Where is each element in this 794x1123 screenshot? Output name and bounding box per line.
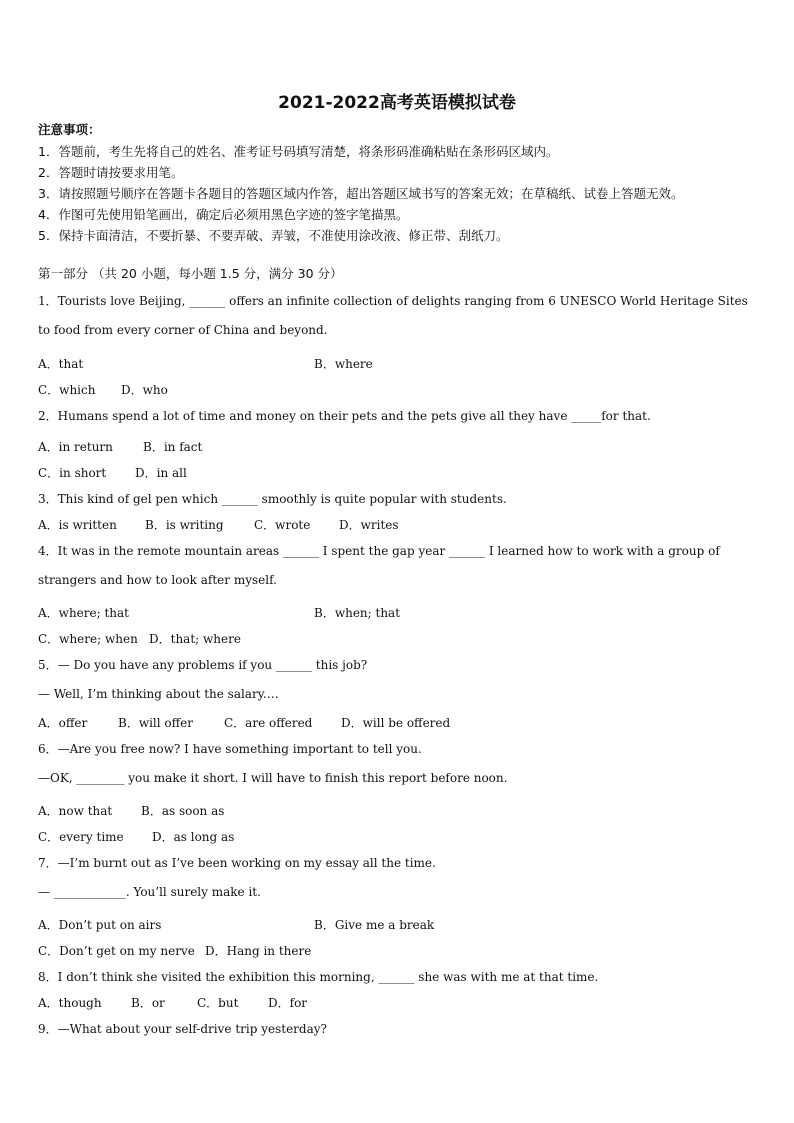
option-c: C．but <box>197 996 239 1010</box>
option-a: A．offer <box>38 716 88 730</box>
question-6-reply: —OK, ________ you make it short. I will have to finish this report before noon. <box>38 771 508 785</box>
question-6: 6．—Are you free now? I have something important to tell you. <box>38 742 422 756</box>
option-a: A．now that <box>38 804 113 818</box>
question-9: 9．—What about your self-drive trip yesterday? <box>38 1022 327 1036</box>
option-a: A．that <box>38 357 84 371</box>
option-b: B．as soon as <box>141 804 225 818</box>
question-7: 7．—I’m burnt out as I’ve been working on my essay all the time. <box>38 856 436 870</box>
option-b: B．or <box>131 996 165 1010</box>
option-c: C．in short <box>38 466 107 480</box>
question-5: 5．— Do you have any problems if you ______ this job? <box>38 658 368 672</box>
option-a: A．though <box>38 996 102 1010</box>
notice-item: 5．保持卡面清洁，不要折暴、不要弄破、弄皱，不准使用涂改液、修正带、刮纸刀。 <box>38 228 509 243</box>
notice-item: 2．答题时请按要求用笔。 <box>38 165 184 180</box>
option-a: A．where; that <box>38 606 129 620</box>
option-c: C．Don’t get on my nerve <box>38 944 195 958</box>
option-c: C．are offered <box>224 716 313 730</box>
page-title: 2021-2022高考英语模拟试卷 <box>278 93 516 113</box>
question-4: 4．It was in the remote mountain areas ______ I spent the gap year ______ I learned how to work with a group of <box>38 544 720 558</box>
section-heading: 第一部分 （共 20 小题，每小题 1.5 分，满分 30 分） <box>38 266 343 281</box>
option-d: D．will be offered <box>341 716 451 730</box>
question-4-continued: strangers and how to look after myself. <box>38 573 277 587</box>
question-3: 3．This kind of gel pen which ______ smoothly is quite popular with students. <box>38 492 507 506</box>
option-d: D．writes <box>339 518 399 532</box>
question-1-continued: to food from every corner of China and beyond. <box>38 323 328 337</box>
option-c: C．where; when <box>38 632 138 646</box>
question-5-reply: — Well, I’m thinking about the salary.… <box>38 687 279 701</box>
option-c: C．every time <box>38 830 124 844</box>
option-b: B．will offer <box>118 716 194 730</box>
question-2: 2．Humans spend a lot of time and money on their pets and the pets give all they have _____for that. <box>38 409 651 423</box>
question-7-reply: — ____________. You’ll surely make it. <box>38 885 261 899</box>
option-d: D．as long as <box>152 830 235 844</box>
option-b: B．when; that <box>314 606 401 620</box>
option-d: D．that; where <box>149 632 241 646</box>
option-c: C．which <box>38 383 96 397</box>
option-b: B．where <box>314 357 373 371</box>
option-b: B．is writing <box>145 518 224 532</box>
question-1: 1．Tourists love Beijing, ______ offers an infinite collection of delights ranging from 6 UNESCO World Heritage Sites <box>38 294 748 308</box>
notice-item: 3．请按照题号顺序在答题卡各题目的答题区域内作答，超出答题区域书写的答案无效；在草稿纸、试卷上答题无效。 <box>38 186 684 201</box>
option-a: A．Don’t put on airs <box>38 918 162 932</box>
notice-item: 1．答题前，考生先将自己的姓名、准考证号码填写清楚，将条形码准确粘贴在条形码区域内。 <box>38 144 559 159</box>
option-b: B．in fact <box>143 440 203 454</box>
question-8: 8．I don’t think she visited the exhibition this morning, ______ she was with me at that time. <box>38 970 599 984</box>
option-d: D．in all <box>135 466 187 480</box>
option-c: C．wrote <box>254 518 311 532</box>
option-d: D．for <box>268 996 308 1010</box>
notice-item: 4．作图可先使用铅笔画出，确定后必须用黑色字迹的签字笔描黑。 <box>38 207 409 222</box>
option-d: D．who <box>121 383 168 397</box>
option-d: D．Hang in there <box>205 944 312 958</box>
option-b: B．Give me a break <box>314 918 435 932</box>
option-a: A．is written <box>38 518 117 532</box>
option-a: A．in return <box>38 440 113 454</box>
notice-heading: 注意事项： <box>38 122 101 137</box>
